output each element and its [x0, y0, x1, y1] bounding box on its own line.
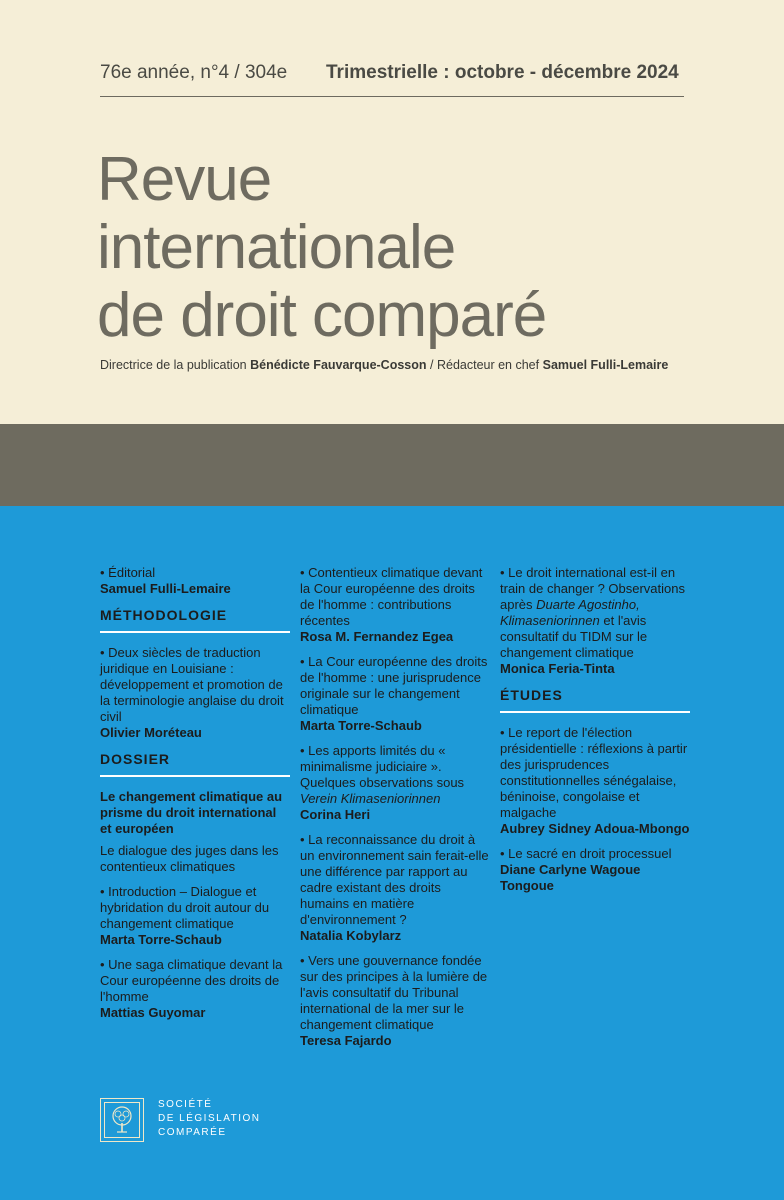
- article: [300, 654, 490, 734]
- publisher-line: COMPARÉE: [158, 1127, 227, 1138]
- issue-number: 76e année, n°4 / 304e: [100, 62, 288, 83]
- article: [500, 846, 690, 894]
- publisher-name: [158, 1098, 261, 1140]
- article: [300, 832, 490, 944]
- issue-period: Trimestrielle : octobre - décembre 2024: [326, 62, 679, 83]
- article: [500, 725, 690, 837]
- article-title-italic: Duarte Agostinho, Klimaseniorinnen: [500, 597, 640, 628]
- section-rule: [500, 711, 690, 713]
- article-title: • Une saga climatique devant la Cour européenne des droits de l'homme: [100, 957, 283, 1004]
- article-author: Aubrey Sidney Adoua-Mbongo: [500, 821, 690, 836]
- article: [300, 743, 490, 823]
- article-title: • Contentieux climatique devant la Cour européenne des droits de l'homme : contributions récentes: [300, 565, 483, 628]
- article-editorial: [100, 565, 290, 597]
- article-title-italic: Verein Klimaseniorinnen: [300, 791, 441, 806]
- article-title: • Vers une gouvernance fondée sur des principes à la lumière de l'avis consultatif du Tribunal international de la mer sur le changement climatique: [300, 953, 488, 1032]
- publisher-line: DE LÉGISLATION: [158, 1113, 261, 1124]
- article: [500, 565, 690, 677]
- article-author: Monica Feria-Tinta: [500, 661, 615, 676]
- director-name: Bénédicte Fauvarque-Cosson: [250, 358, 427, 372]
- article-title: • Deux siècles de traduction juridique en Louisiane : développement et promotion de la terminologie anglaise du droit civil: [100, 645, 284, 724]
- article: [300, 953, 490, 1049]
- article: [300, 565, 490, 645]
- cover-grey-band: [0, 424, 784, 506]
- title-line: de droit comparé: [97, 281, 547, 350]
- section-rule: [100, 775, 290, 777]
- article-author: Natalia Kobylarz: [300, 928, 402, 943]
- dossier-subtitle: Le dialogue des juges dans les contentieux climatiques: [100, 843, 279, 874]
- article-methodologie: [100, 645, 290, 741]
- editor-label: / Rédacteur en chef: [430, 358, 540, 372]
- section-heading-etudes: ÉTUDES: [500, 687, 563, 703]
- article-author: Samuel Fulli-Lemaire: [100, 581, 231, 596]
- article-author: Mattias Guyomar: [100, 1005, 206, 1020]
- article-title-text: • Le droit international est-il en train de changer ? Observations après: [500, 565, 685, 612]
- article-author: Marta Torre-Schaub: [300, 718, 422, 733]
- article-dossier: [100, 957, 290, 1021]
- title-line: Revue: [97, 145, 272, 214]
- editor-name: Samuel Fulli-Lemaire: [542, 358, 669, 372]
- article-author: Olivier Moréteau: [100, 725, 202, 740]
- section-heading-methodologie: MÉTHODOLOGIE: [100, 607, 228, 623]
- title-line: internationale: [97, 213, 456, 282]
- tree-icon: [104, 1102, 140, 1138]
- section-rule: [100, 631, 290, 633]
- article-title: • Le report de l'élection présidentielle : réflexions à partir des jurisprudences constitutionnelles sénégalaise, béninoise, congolaise et malgache: [500, 725, 688, 820]
- article-title-text: • Les apports limités du « minimalisme judiciaire ». Quelques observations sous: [300, 743, 465, 790]
- contents-column-1: [100, 565, 290, 1030]
- header-divider: [100, 96, 684, 97]
- article-dossier: [100, 884, 290, 948]
- article-author: Teresa Fajardo: [300, 1033, 392, 1048]
- article-title: • Éditorial: [100, 565, 156, 580]
- article-author: Diane Carlyne Wagoue Tongoue: [500, 862, 641, 893]
- article-title: [300, 743, 490, 807]
- article-author: Marta Torre-Schaub: [100, 932, 222, 947]
- article-title: [500, 565, 690, 661]
- article-title: • La reconnaissance du droit à un environnement sain ferait-elle une différence par rapport au cadre existant des droits humains en matière d'environnement ?: [300, 832, 489, 927]
- article-title: • Introduction – Dialogue et hybridation du droit autour du changement climatique: [100, 884, 270, 931]
- publisher-logo: [100, 1098, 144, 1142]
- dossier-title: Le changement climatique au prisme du droit international et européen: [100, 789, 283, 836]
- article-author: Rosa M. Fernandez Egea: [300, 629, 454, 644]
- section-heading-dossier: DOSSIER: [100, 751, 171, 767]
- publisher-line: SOCIÉTÉ: [158, 1099, 213, 1110]
- contents-column-2: [300, 565, 490, 1058]
- article-title: • La Cour européenne des droits de l'homme : une jurisprudence originale sur le changement climatique: [300, 654, 488, 717]
- article-title-text: et l'avis consultatif du TIDM sur le changement climatique: [500, 613, 648, 660]
- contents-column-3: [500, 565, 690, 903]
- article-title: • Le sacré en droit processuel: [500, 846, 672, 861]
- director-label: Directrice de la publication: [100, 358, 247, 372]
- publication-credits: [100, 358, 668, 372]
- journal-title: [97, 146, 546, 350]
- article-author: Corina Heri: [300, 807, 371, 822]
